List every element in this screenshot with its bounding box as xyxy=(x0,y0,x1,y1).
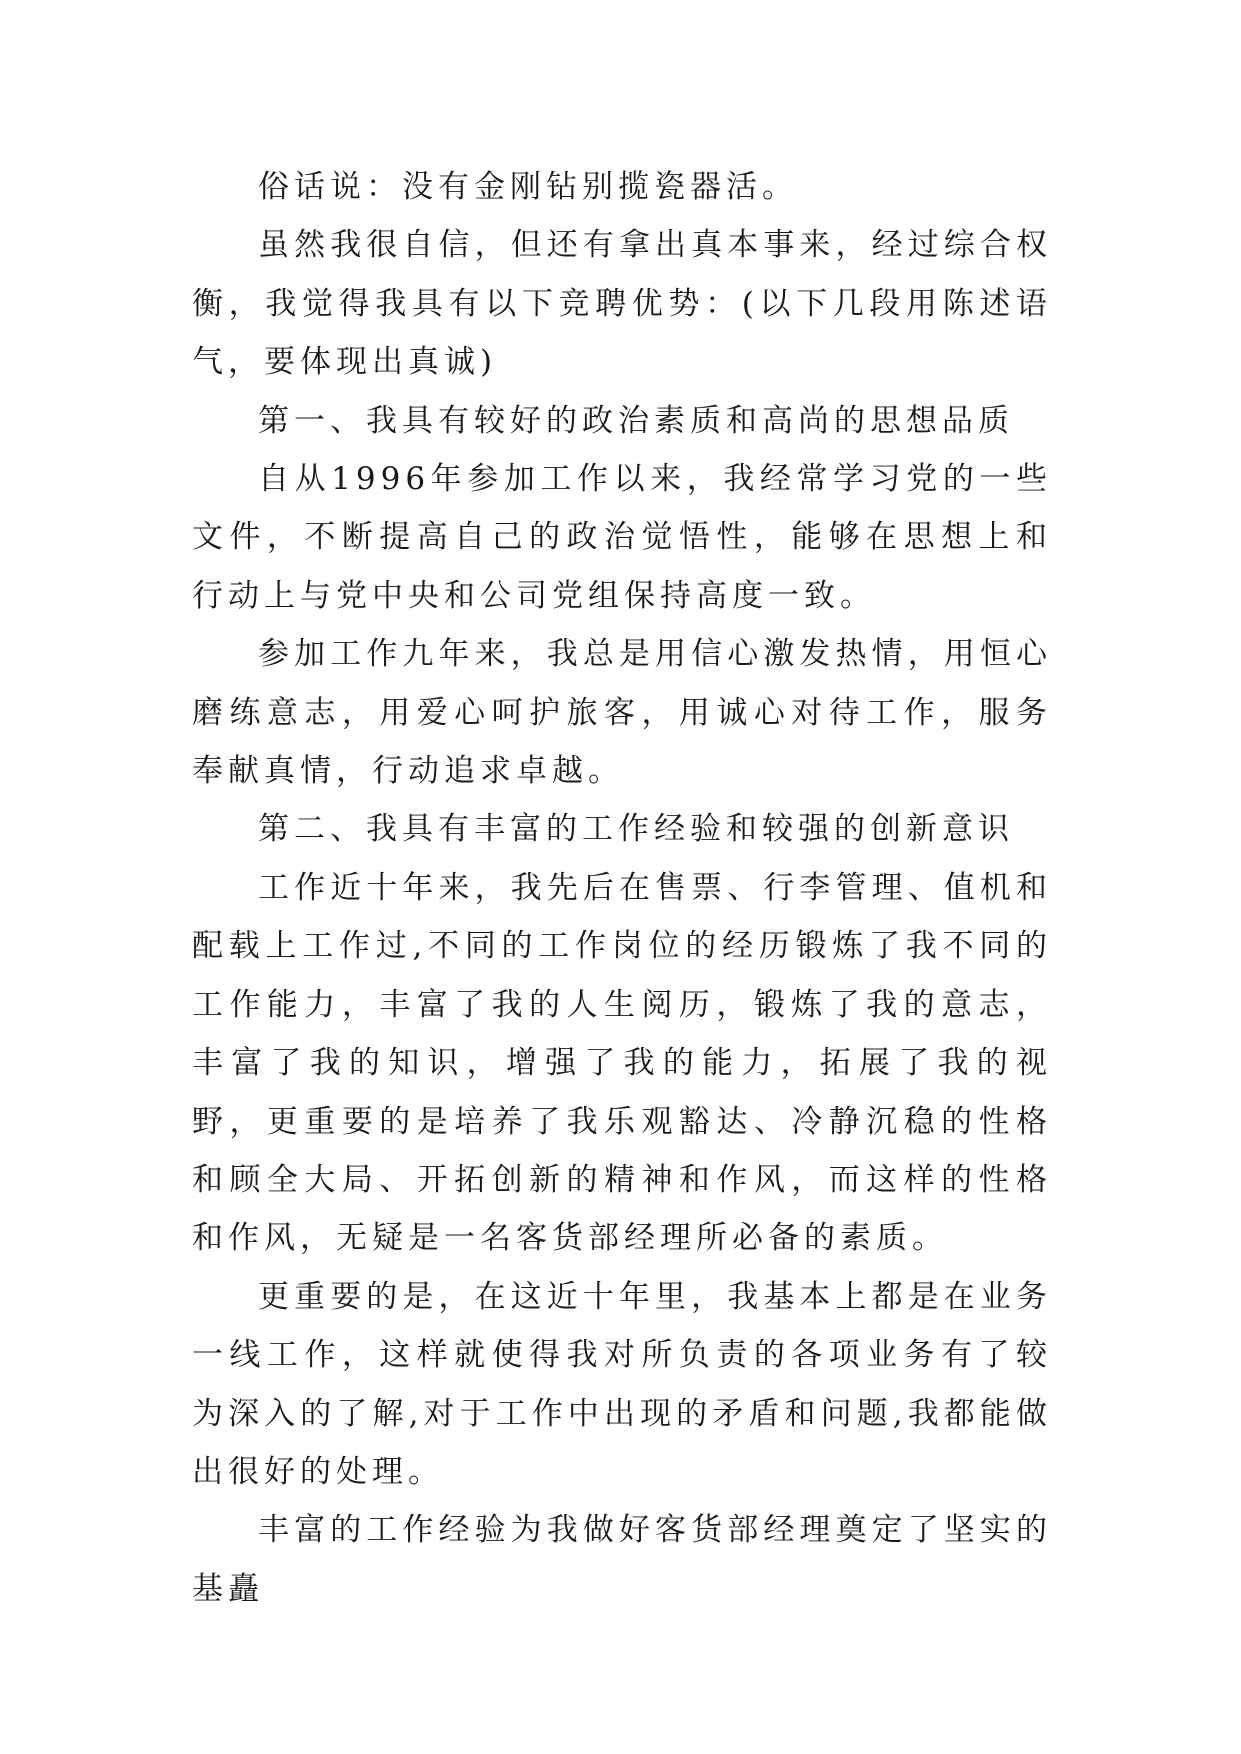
paragraph-7: 丰富的工作经验为我做好客货部经理奠定了坚实的基矗 xyxy=(192,1512,1052,1607)
paragraph-1: 俗话说：没有金刚钻别揽瓷器活。 xyxy=(258,169,798,205)
section-heading-1: 第一、我具有较好的政治素质和高尚的思想品质 xyxy=(258,402,1014,439)
document-body xyxy=(192,158,1052,1618)
paragraph-5: 工作近十年来，我先后在售票、行李管理、值机和配载上工作过,不同的工作岗位的经历锻炼了我不同的工作能力，丰富了我的人生阅历，锻炼了我的意志，丰富了我的知识，增强了我的能力，拓展了我的视野，更重要的是培养了我乐观豁达、冷静沉稳的性格和顾全大局、开拓创新的精神和作风，而这样的性格和作风，无疑是一名客货部经理所必备的素质。 xyxy=(192,869,1052,1257)
section-heading-2: 第二、我具有丰富的工作经验和较强的创新意识 xyxy=(258,811,1014,848)
paragraph-6: 更重要的是，在这近十年里，我基本上都是在业务一线工作，这样就使得我对所负责的各项业务有了较为深入的了解,对于工作中出现的矛盾和问题,我都能做出很好的处理。 xyxy=(192,1278,1052,1490)
paragraph-3: 自从1996年参加工作以来，我经常学习党的一些文件，不断提高自己的政治觉悟性，能够在思想上和行动上与党中央和公司党组保持高度一致。 xyxy=(192,461,1052,614)
paragraph-4: 参加工作九年来，我总是用信心激发热情，用恒心磨练意志，用爱心呵护旅客，用诚心对待工作，服务奉献真情，行动追求卓越。 xyxy=(192,636,1052,790)
paragraph-2: 虽然我很自信，但还有拿出真本事来，经过综合权衡，我觉得我具有以下竞聘优势：(以下几段用陈述语气，要体现出真诚) xyxy=(192,227,1052,381)
